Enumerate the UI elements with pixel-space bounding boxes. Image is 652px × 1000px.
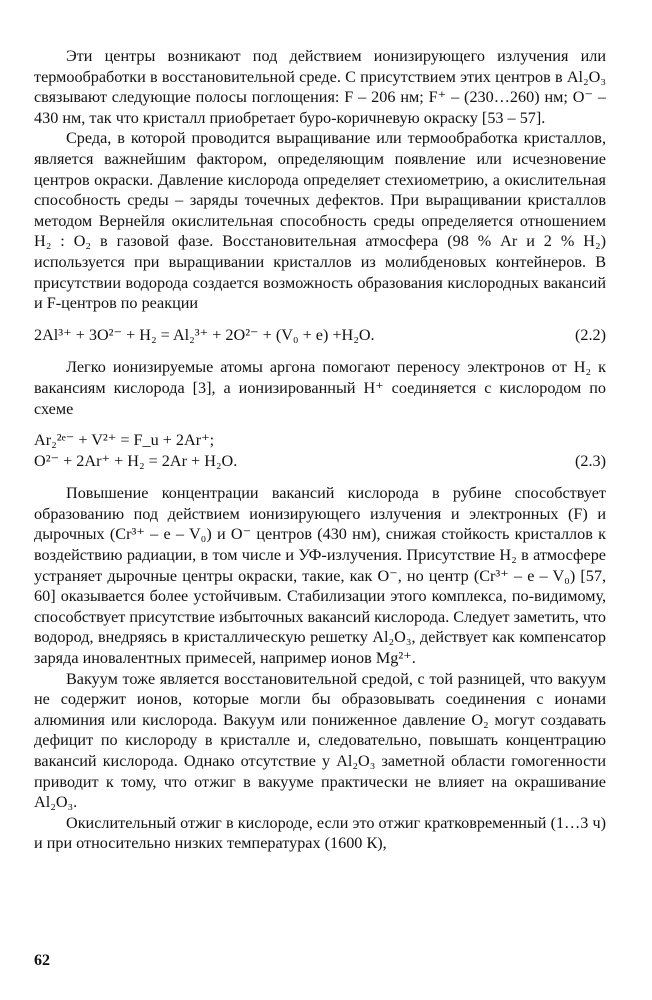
page-number: 62 [34,952,50,969]
equation-2-3-line-2: O²⁻ + 2Ar⁺ + H₂ = 2Ar + H₂O. [34,451,238,470]
page-body [34,46,606,854]
equation-2-2 [34,325,606,346]
paragraph-4: Повышение концентрации вакансий кислорода в рубине способствует образованию под действием ионизирующего излучения и электронных (F) и дырочных (Cr³⁺ – e – V₀) и O⁻ центров (430 нм), снижая стойкость кристаллов к воздействию радиации, в том числе и УФ-излучения. Присутствие H₂ в атмосфере устраняет дырочные центры окраски, такие, как O⁻, но центр (Cr³⁺ – e – V₀) [57, 60] оказывается более устойчивым. Стабилизации этого комплекса, по-видимому, способствует присутствие избыточных вакансий кислорода. Следует заметить, что водород, внедряясь в кристаллическую решетку Al₂O₃, действует как компенсатор заряда иновалентных примесей, например ионов Mg²⁺. [34,484,606,668]
equation-2-2-number: (2.2) [574,325,606,344]
paragraph-5: Вакуум тоже является восстановительной средой, с той разницей, что вакуум не содержит ионов, которые могли бы образовывать соединения с ионами алюминия или кислорода. Вакуум или пониженное давление O₂ могут создавать дефицит по кислороду в кристалле и, следовательно, повышать концентрацию вакансий кислорода. Однако отсутствие у Al₂O₃ заметной области гомогенности приводит к тому, что отжиг в вакууме практически не влияет на окрашивание Al₂O₃. [34,669,606,812]
equation-2-3-number: (2.3) [574,451,606,470]
equation-2-3-line-1: Ar₂²ᵉ⁻ + V²⁺ = F_u + 2Ar⁺; [34,431,215,450]
paragraph-1: Эти центры возникают под действием ионизирующего излучения или термообработки в восстановительной среде. С присутствием этих центров в Al₂O₃ связывают следующие полосы поглощения: F – 206 нм; F⁺ – (230…260) нм; O⁻ – 430 нм, так что кристалл приобретает буро-коричневую окраску [53 – 57]. [34,47,606,127]
equation-2-2-formula: 2Al³⁺ + 3O²⁻ + H₂ = Al₂³⁺ + 2O²⁻ + (V₀ + e) +H₂O. [34,325,375,344]
equation-2-3 [34,430,606,471]
paragraph-2: Среда, в которой проводится выращивание или термообработка кристаллов, является важнейшим фактором, определяющим появление или исчезновение центров окраски. Давление кислорода определяет стехиометрию, а окислительная способность среды – заряды точечных дефектов. При выращивании кристаллов методом Вернейля окислительная способность среды определяется отношением H₂ : O₂ в газовой фазе. Восстановительная атмосфера (98 % Ar и 2 % H₂) используется при выращивании кристаллов из молибденовых контейнеров. В присутствии водорода создается возможность образования кислородных вакансий и F-центров по реакции [34,129,606,313]
paragraph-3: Легко ионизируемые атомы аргона помогают переносу электронов от H₂ к вакансиям кислорода [3], а ионизированный H⁺ соединяется с кислородом по схеме [34,358,606,418]
paragraph-6: Окислительный отжиг в кислороде, если это отжиг кратковременный (1…3 ч) и при относительно низких температурах (1600 К), [34,813,606,853]
